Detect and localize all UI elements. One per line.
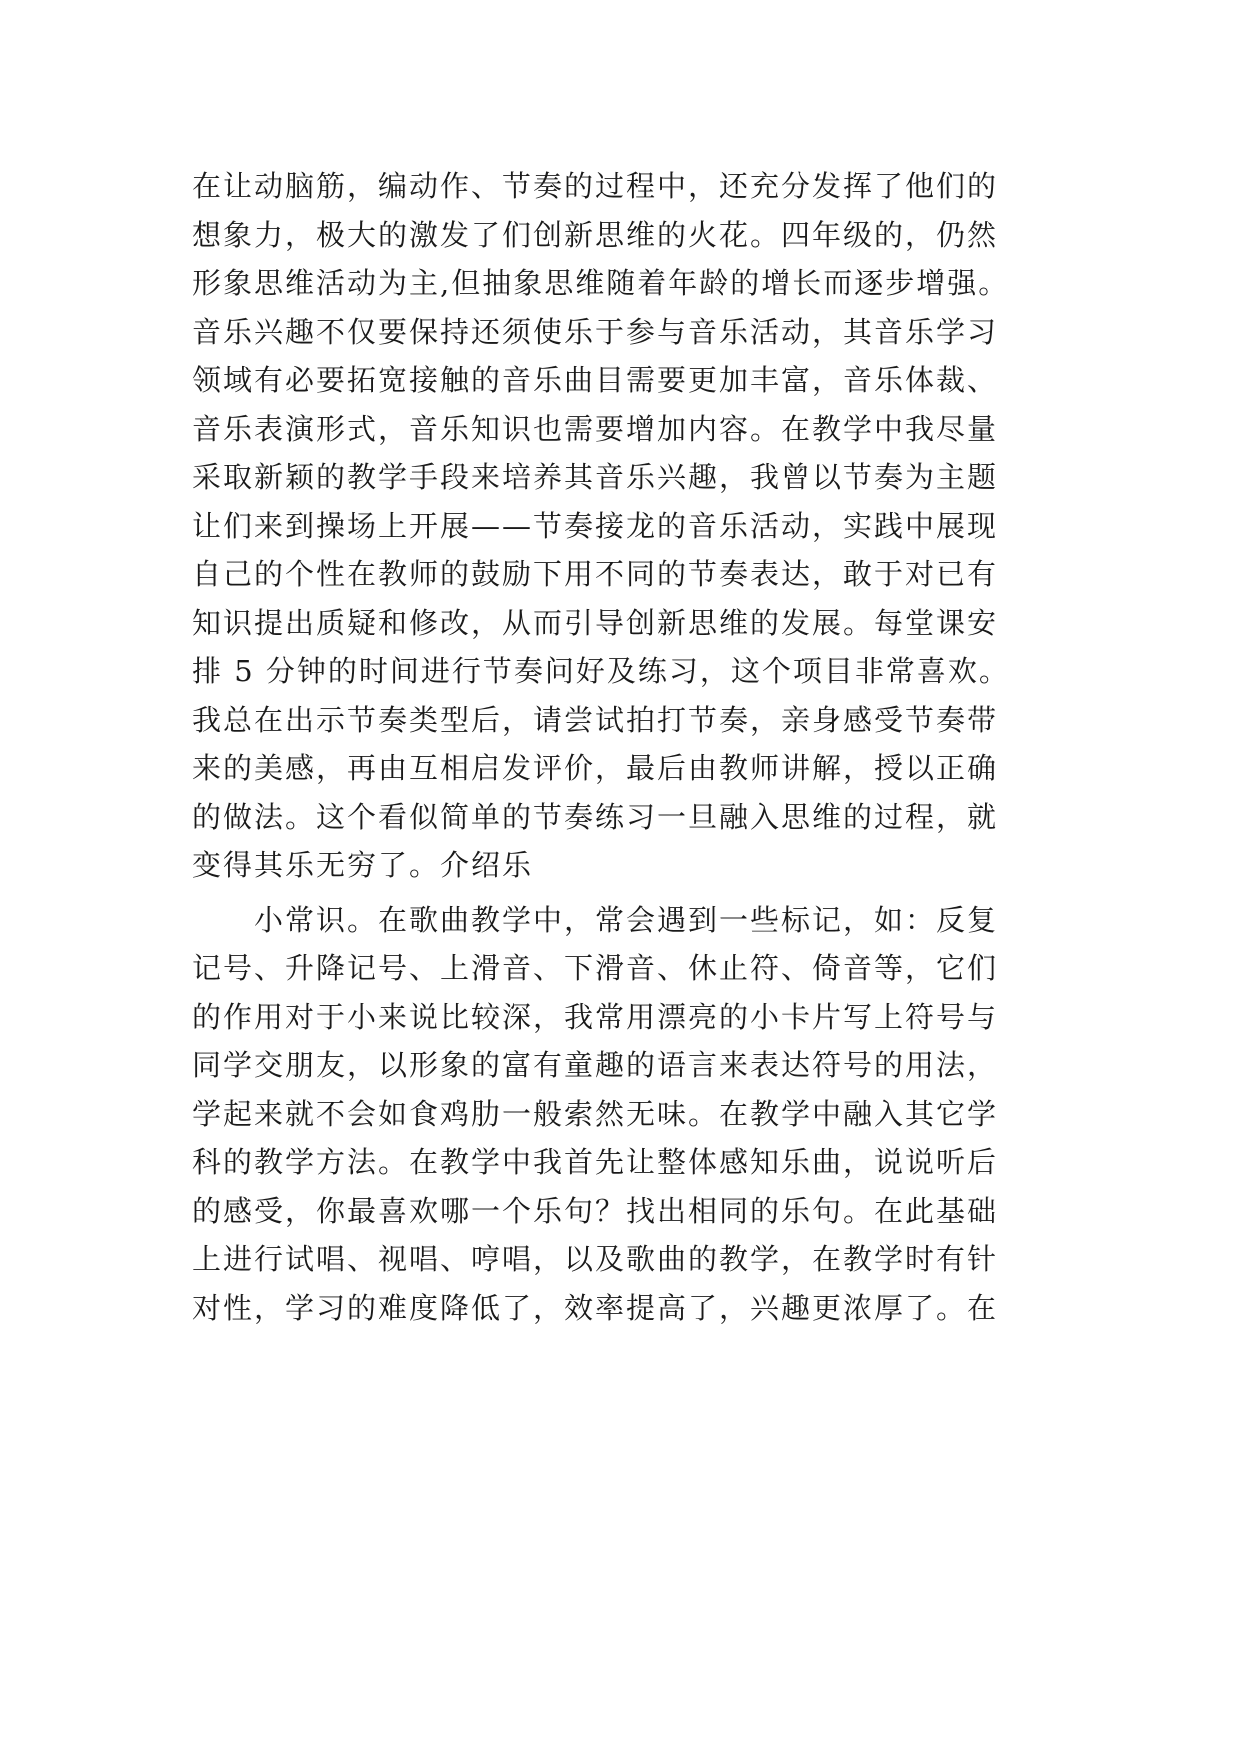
text-line: 领域有必要拓宽接触的音乐曲目需要更加丰富，音乐体裁、 — [192, 363, 999, 397]
text-line: 知识提出质疑和修改，从而引导创新思维的发展。每堂课安 — [192, 605, 999, 640]
text-line: 采取新颖的教学手段来培养其音乐兴趣，我曾以节奏为主题 — [192, 460, 999, 494]
text-line: 的感受，你最喜欢哪一个乐句？找出相同的乐句。在此基础 — [192, 1193, 999, 1228]
text-line: 排 5 分钟的时间进行节奏问好及练习，这个项目非常喜欢。 — [192, 654, 1010, 688]
text-line: 形象思维活动为主,但抽象思维随着年龄的增长而逐步增强。 — [192, 266, 1010, 300]
text-line: 科的教学方法。在教学中我首先让整体感知乐曲，说说听后 — [192, 1145, 999, 1179]
text-line: 变得其乐无穷了。介绍乐 — [192, 848, 534, 882]
text-line: 小常识。在歌曲教学中，常会遇到一些标记，如：反复 — [254, 902, 999, 937]
text-line: 记号、升降记号、上滑音、下滑音、休止符、倚音等，它们 — [192, 951, 999, 985]
body-text — [192, 162, 1072, 1332]
text-line: 来的美感，再由互相启发评价，最后由教师讲解，授以正确 — [192, 751, 999, 785]
text-line: 上进行试唱、视唱、哼唱，以及歌曲的教学，在教学时有针 — [192, 1242, 999, 1276]
text-line: 的作用对于小来说比较深，我常用漂亮的小卡片写上符号与 — [192, 999, 999, 1034]
text-line: 对性，学习的难度降低了，效率提高了，兴趣更浓厚了。在 — [192, 1290, 999, 1325]
text-line: 我总在出示节奏类型后，请尝试拍打节奏，亲身感受节奏带 — [192, 702, 999, 737]
paragraph-2 — [192, 896, 1072, 1333]
text-line: 想象力，极大的激发了们创新思维的火花。四年级的，仍然 — [192, 217, 999, 252]
text-line: 学起来就不会如食鸡肋一般索然无味。在教学中融入其它学 — [192, 1096, 999, 1131]
text-line: 音乐兴趣不仅要保持还须使乐于参与音乐活动，其音乐学习 — [192, 314, 999, 349]
text-line: 在让动脑筋，编动作、节奏的过程中，还充分发挥了他们的 — [192, 169, 999, 203]
paragraph-1 — [192, 162, 1072, 890]
text-line: 的做法。这个看似简单的节奏练习一旦融入思维的过程，就 — [192, 799, 999, 834]
text-line: 让们来到操场上开展——节奏接龙的音乐活动，实践中展现 — [192, 508, 999, 543]
text-line: 音乐表演形式，音乐知识也需要增加内容。在教学中我尽量 — [192, 411, 999, 446]
text-line: 同学交朋友，以形象的富有童趣的语言来表达符号的用法， — [192, 1048, 999, 1082]
text-line: 自己的个性在教师的鼓励下用不同的节奏表达，敢于对已有 — [192, 557, 999, 591]
